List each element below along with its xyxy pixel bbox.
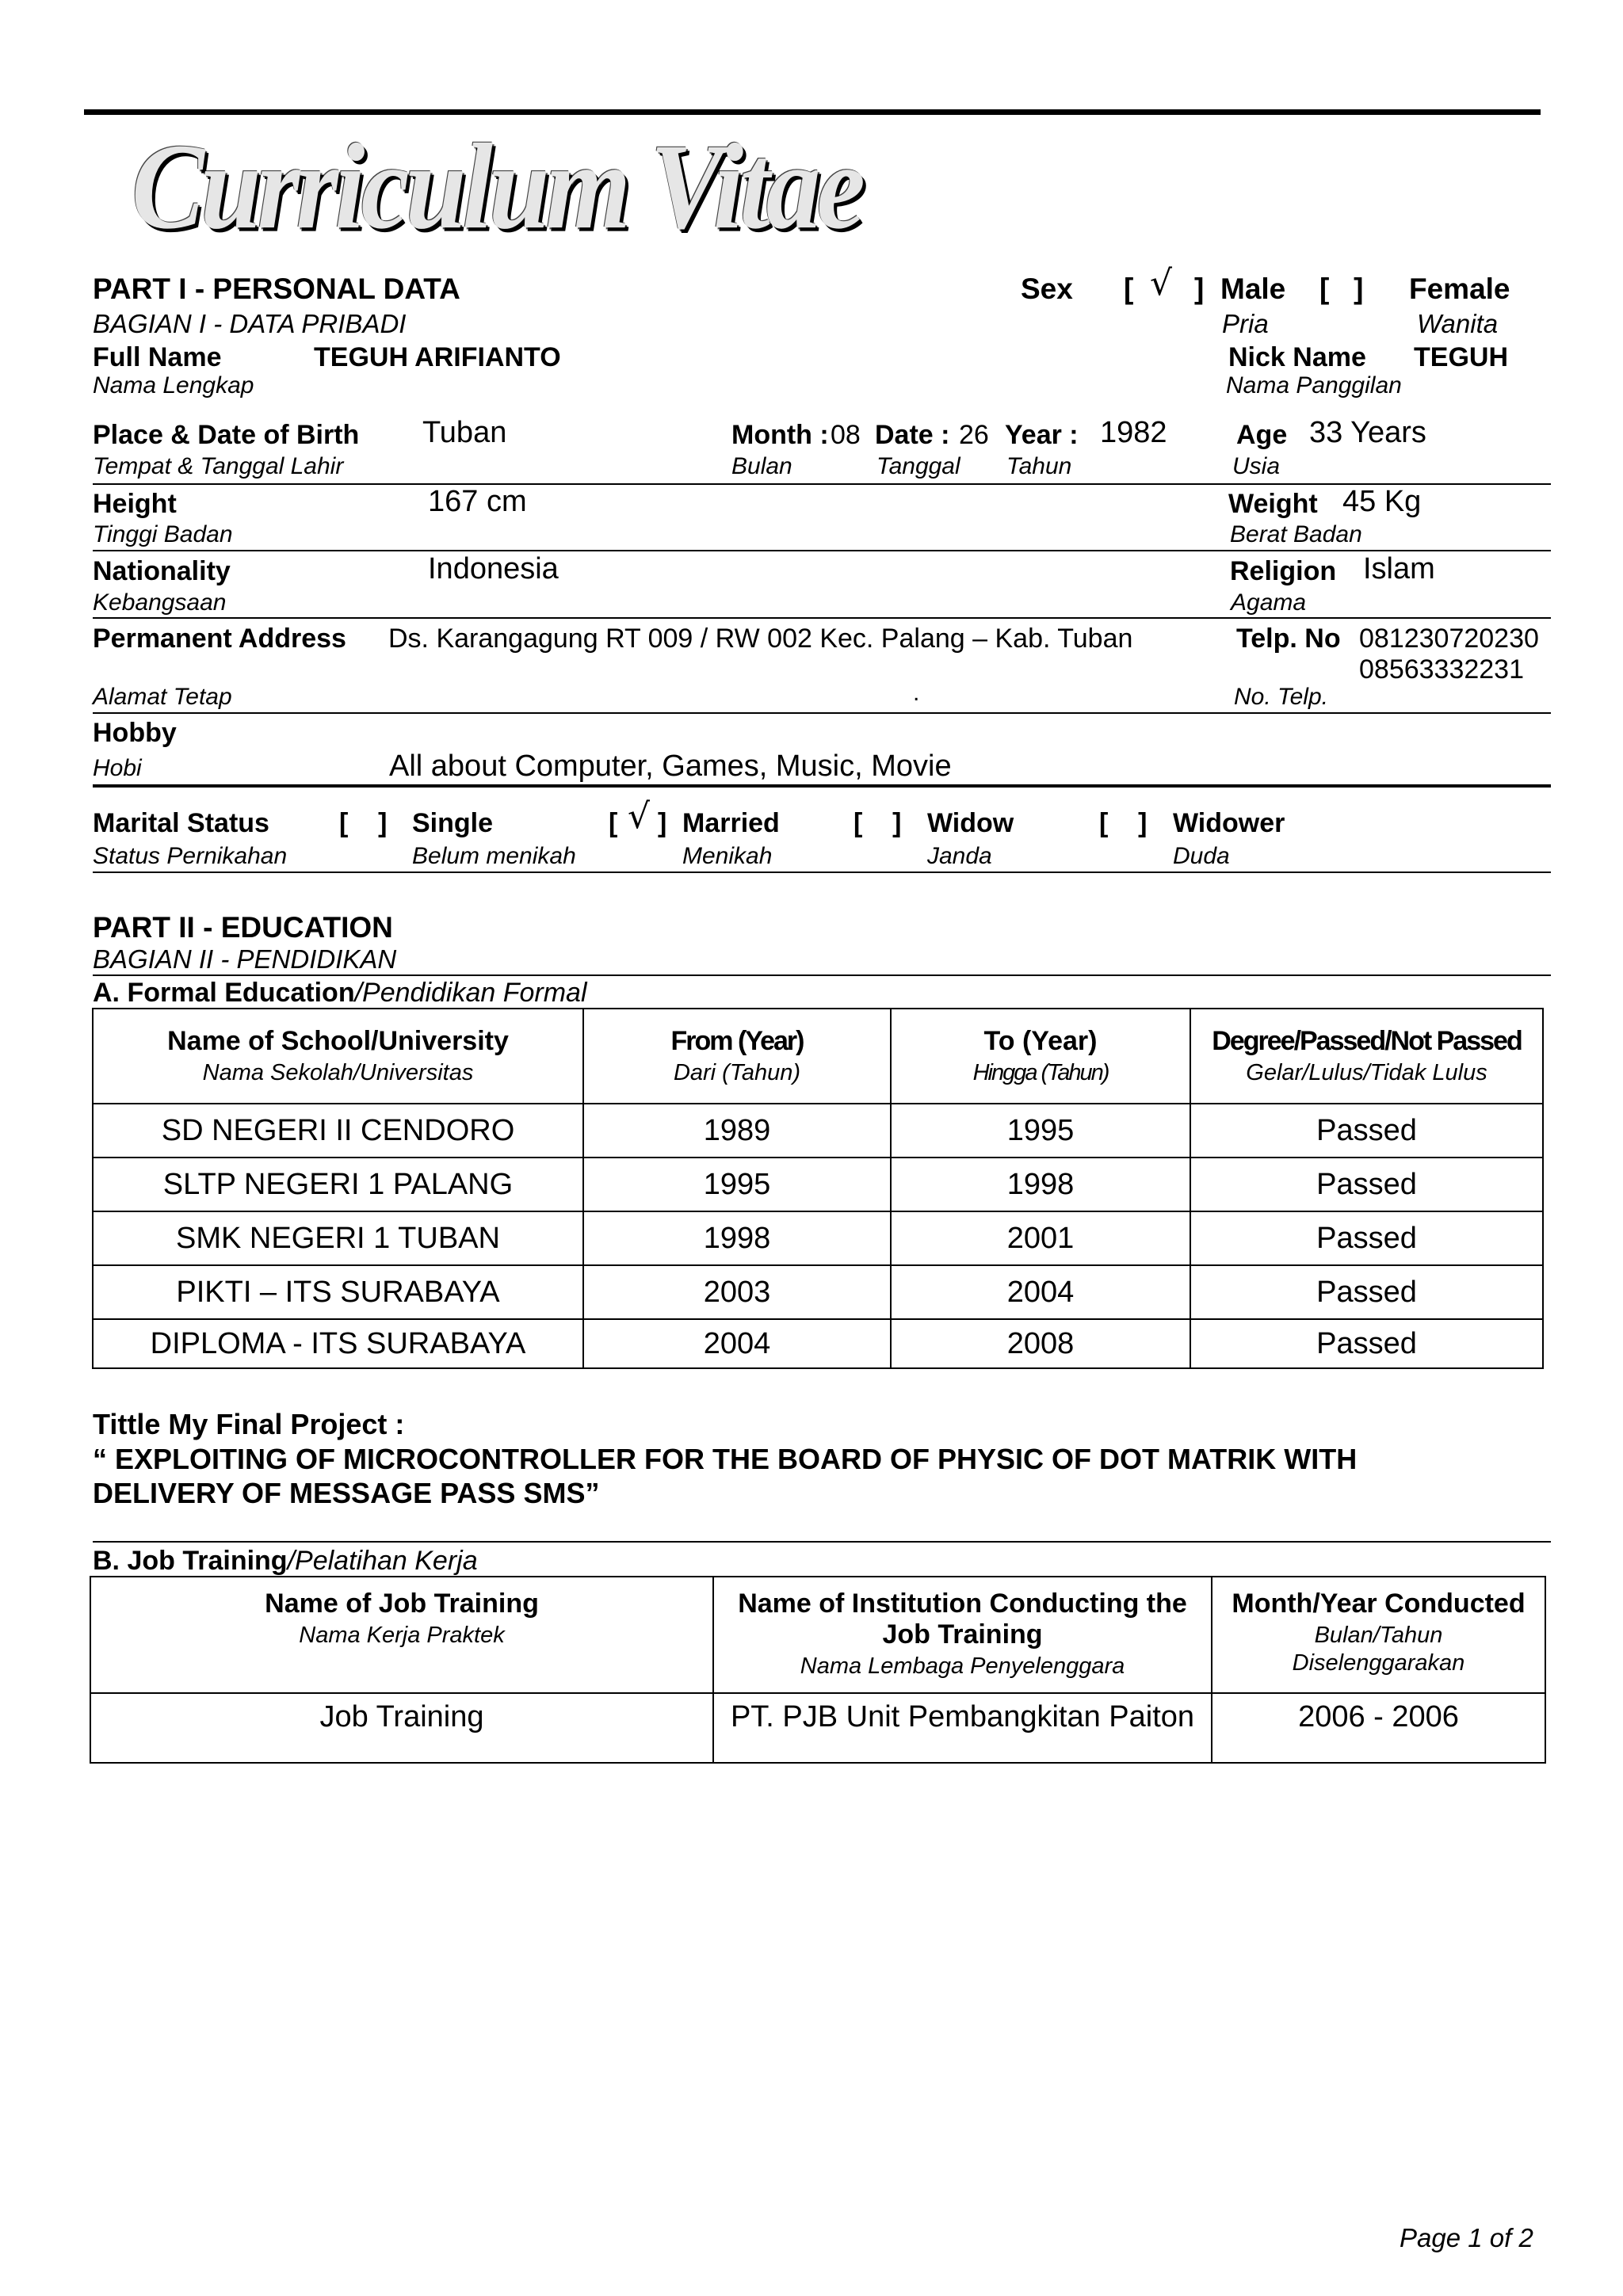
column-sub: Nama Sekolah/Universitas <box>202 1060 474 1085</box>
table-cell: 1998 <box>583 1211 891 1265</box>
age-label: Age <box>1236 420 1288 450</box>
column-title: Degree/Passed/Not Passed <box>1212 1026 1522 1056</box>
table-cell: 2003 <box>583 1265 891 1319</box>
nationality-label: Nationality <box>93 556 231 586</box>
job-training-sub: /Pelatihan Kerja <box>287 1546 478 1576</box>
table-cell: PT. PJB Unit Pembangkitan Paiton <box>713 1693 1212 1763</box>
marital-widow-checkbox: [ ] <box>854 808 902 838</box>
sex-female-checkbox: [ ] <box>1319 273 1364 305</box>
hobby-value: All about Computer, Games, Music, Movie <box>389 749 952 783</box>
phone-value-1: 081230720230 <box>1359 624 1539 654</box>
marital-married-bracket: ] <box>658 808 667 838</box>
birth-label: Place & Date of Birth <box>93 420 360 450</box>
table-cell: SLTP NEGERI 1 PALANG <box>93 1158 583 1211</box>
table-row <box>93 1158 1543 1211</box>
table-cell: 2001 <box>891 1211 1190 1265</box>
birth-place-value: Tuban <box>422 416 507 449</box>
nick-name-label: Nick Name <box>1228 342 1366 372</box>
column-sub: Gelar/Lulus/Tidak Lulus <box>1246 1060 1487 1085</box>
nationality-sub: Kebangsaan <box>93 589 227 616</box>
divider <box>93 550 1551 551</box>
divider <box>93 712 1551 714</box>
job-training-table <box>90 1576 1546 1764</box>
table-row <box>93 1211 1543 1265</box>
sex-female-label: Female <box>1409 273 1510 305</box>
column-header <box>583 1009 891 1104</box>
phone-label: Telp. No <box>1236 624 1341 654</box>
birth-year-label: Year : <box>1005 420 1079 450</box>
table-cell: Passed <box>1190 1211 1543 1265</box>
formal-education-title: A. Formal Education <box>93 978 355 1008</box>
formal-education-table <box>92 1008 1544 1369</box>
project-title-line2: DELIVERY OF MESSAGE PASS SMS” <box>93 1477 600 1509</box>
column-header <box>90 1577 713 1693</box>
page-number: Page 1 of 2 <box>1400 2223 1533 2252</box>
address-sub: Alamat Tetap <box>93 684 232 710</box>
marital-widower-sub: Duda <box>1173 843 1230 869</box>
column-title: Name of Job Training <box>265 1589 539 1619</box>
table-cell: 2004 <box>891 1265 1190 1319</box>
job-training-title: B. Job Training <box>93 1546 288 1576</box>
divider <box>93 1541 1551 1543</box>
table-row <box>93 1265 1543 1319</box>
divider <box>93 617 1551 619</box>
phone-sub: No. Telp. <box>1234 684 1328 710</box>
sex-female-sub: Wanita <box>1417 309 1499 338</box>
column-sub: Bulan/Tahun <box>1314 1623 1443 1648</box>
divider <box>93 974 1551 976</box>
marital-widower-checkbox: [ ] <box>1099 808 1148 838</box>
formal-education-label <box>93 978 587 1009</box>
birth-month-sub: Bulan <box>731 453 792 479</box>
divider <box>93 483 1551 485</box>
column-header <box>891 1009 1190 1104</box>
table-row <box>93 1104 1543 1158</box>
table-cell: 2004 <box>583 1319 891 1368</box>
marital-widower-label: Widower <box>1173 808 1285 838</box>
religion-value: Islam <box>1363 552 1435 585</box>
table-cell: Passed <box>1190 1158 1543 1211</box>
divider <box>93 871 1551 873</box>
birth-date-sub: Tanggal <box>876 453 960 479</box>
column-sub: Hingga (Tahun) <box>972 1060 1109 1085</box>
document-title: Curriculum Vitae <box>132 118 861 254</box>
full-name-label: Full Name <box>93 342 222 372</box>
sex-male-checkbox: [ <box>1124 273 1134 305</box>
column-title: Month/Year Conducted <box>1232 1589 1526 1619</box>
height-value: 167 cm <box>428 485 527 518</box>
column-title: From (Year) <box>670 1026 804 1056</box>
column-header <box>1190 1009 1543 1104</box>
address-value: Ds. Karangagung RT 009 / RW 002 Kec. Palang – Kab. Tuban <box>388 624 1133 654</box>
nick-name-sub: Nama Panggilan <box>1226 372 1402 399</box>
column-header <box>1212 1577 1545 1693</box>
column-title-line2: Job Training <box>882 1619 1043 1650</box>
age-sub: Usia <box>1232 453 1281 479</box>
table-row <box>90 1693 1545 1763</box>
table-cell: 2008 <box>891 1319 1190 1368</box>
marital-married-label: Married <box>682 808 780 838</box>
table-cell: Job Training <box>90 1693 713 1763</box>
marital-single-label: Single <box>412 808 494 838</box>
top-rule <box>84 109 1541 115</box>
table-cell: Passed <box>1190 1265 1543 1319</box>
hobby-sub: Hobi <box>93 755 142 781</box>
part1-heading: PART I - PERSONAL DATA <box>93 273 460 305</box>
part1-heading-sub: BAGIAN I - DATA PRIBADI <box>93 309 407 338</box>
part2-heading-sub: BAGIAN II - PENDIDIKAN <box>93 944 397 974</box>
birth-month-label: Month : <box>731 420 829 450</box>
table-cell: 2006 - 2006 <box>1212 1693 1545 1763</box>
column-sub: Dari (Tahun) <box>673 1060 801 1085</box>
sex-male-check-mark: √ <box>1150 263 1173 303</box>
religion-sub: Agama <box>1231 589 1307 616</box>
sex-male-bracket: ] <box>1194 273 1205 305</box>
address-dot: . <box>913 680 920 706</box>
table-cell: SMK NEGERI 1 TUBAN <box>93 1211 583 1265</box>
weight-value: 45 Kg <box>1342 485 1422 518</box>
age-value: 33 Years <box>1309 416 1426 449</box>
table-header-row <box>90 1577 1545 1693</box>
column-title: To (Year) <box>983 1026 1098 1056</box>
marital-widow-label: Widow <box>927 808 1014 838</box>
column-title: Name of School/University <box>167 1026 509 1056</box>
column-header <box>93 1009 583 1104</box>
divider <box>93 784 1551 788</box>
weight-label: Weight <box>1228 489 1318 519</box>
sex-label: Sex <box>1021 273 1073 305</box>
column-sub: Nama Lembaga Penyelenggara <box>800 1653 1125 1679</box>
column-sub-line2: Diselenggarakan <box>1292 1650 1465 1676</box>
religion-label: Religion <box>1230 556 1337 586</box>
nick-name-value: TEGUH <box>1414 342 1508 372</box>
table-row <box>93 1319 1543 1368</box>
project-title-line1: “ EXPLOITING OF MICROCONTROLLER FOR THE BOARD OF PHYSIC OF DOT MATRIK WITH <box>93 1443 1358 1475</box>
table-cell: Passed <box>1190 1319 1543 1368</box>
birth-date-label: Date : <box>875 420 950 450</box>
marital-single-sub: Belum menikah <box>412 843 576 869</box>
birth-date-value: 26 <box>959 420 989 450</box>
weight-sub: Berat Badan <box>1230 521 1362 547</box>
hobby-label: Hobby <box>93 718 177 748</box>
marital-label: Marital Status <box>93 808 269 838</box>
table-header-row <box>93 1009 1543 1104</box>
column-header <box>713 1577 1212 1693</box>
job-training-label <box>93 1546 478 1577</box>
table-cell: Passed <box>1190 1104 1543 1158</box>
address-label: Permanent Address <box>93 624 346 654</box>
table-cell: SD NEGERI II CENDORO <box>93 1104 583 1158</box>
full-name-sub: Nama Lengkap <box>93 372 254 399</box>
column-title: Name of Institution Conducting the <box>738 1589 1187 1619</box>
height-sub: Tinggi Badan <box>93 521 233 547</box>
sex-male-label: Male <box>1220 273 1286 305</box>
marital-married-checkbox: [ <box>609 808 618 838</box>
birth-year-value: 1982 <box>1100 416 1167 449</box>
table-cell: 1998 <box>891 1158 1190 1211</box>
table-cell: 1989 <box>583 1104 891 1158</box>
marital-widow-sub: Janda <box>927 843 992 869</box>
full-name-value: TEGUH ARIFIANTO <box>314 342 561 372</box>
marital-married-check-mark: √ <box>628 796 651 837</box>
marital-married-sub: Menikah <box>682 843 773 869</box>
phone-value-2: 08563332231 <box>1359 654 1525 685</box>
table-cell: 1995 <box>891 1104 1190 1158</box>
column-sub: Nama Kerja Praktek <box>299 1623 505 1648</box>
height-label: Height <box>93 489 177 519</box>
table-cell: DIPLOMA - ITS SURABAYA <box>93 1319 583 1368</box>
sex-male-sub: Pria <box>1222 309 1269 338</box>
nationality-value: Indonesia <box>428 552 559 585</box>
project-label: Tittle My Final Project : <box>93 1408 405 1440</box>
birth-year-sub: Tahun <box>1006 453 1072 479</box>
table-cell: 1995 <box>583 1158 891 1211</box>
marital-sub: Status Pernikahan <box>93 843 288 869</box>
part2-heading: PART II - EDUCATION <box>93 911 393 944</box>
formal-education-sub: /Pendidikan Formal <box>354 978 587 1008</box>
table-cell: PIKTI – ITS SURABAYA <box>93 1265 583 1319</box>
birth-sub: Tempat & Tanggal Lahir <box>93 453 344 479</box>
marital-single-checkbox: [ ] <box>339 808 388 838</box>
birth-month-value: 08 <box>831 420 861 450</box>
